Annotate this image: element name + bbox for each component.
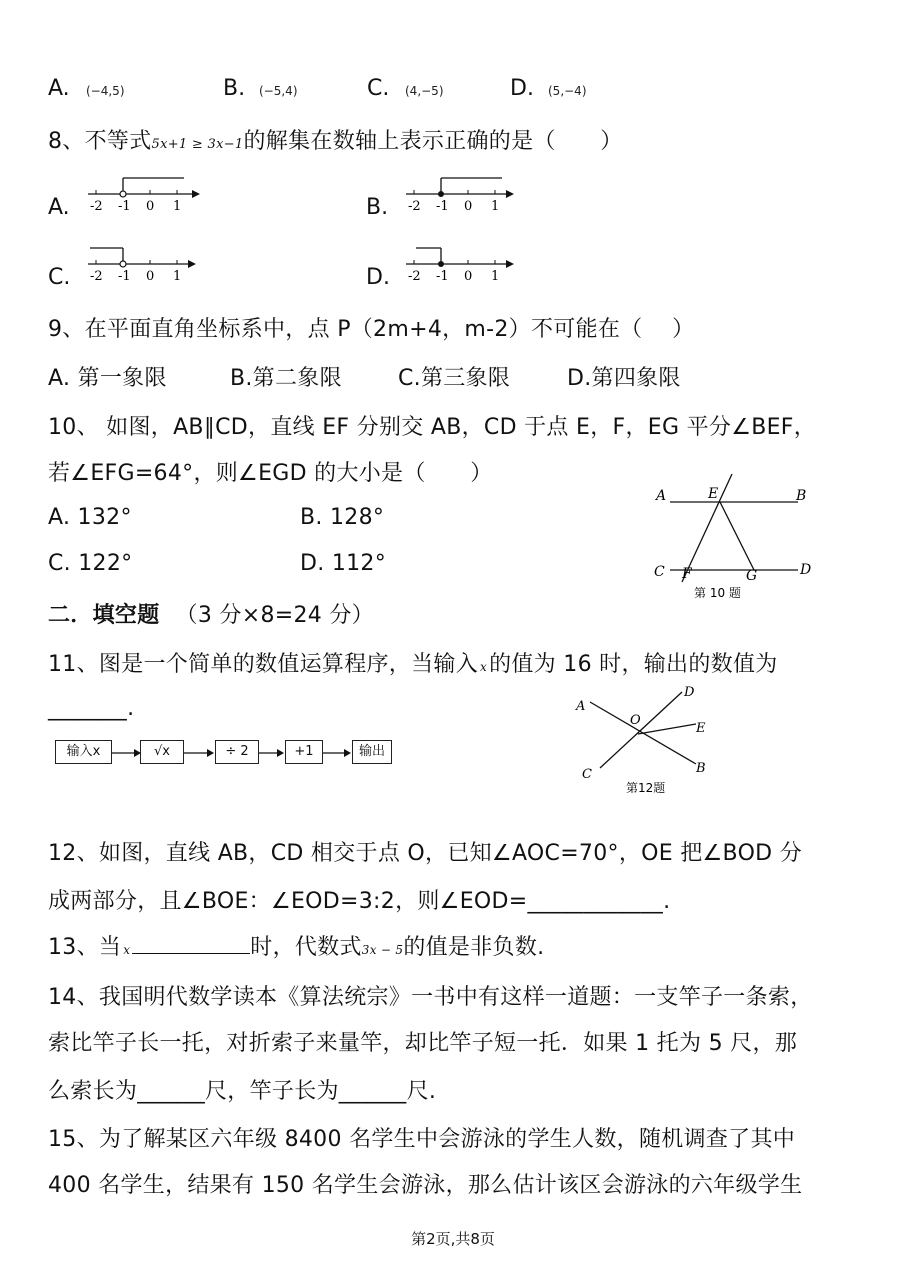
q8-option-b-letter: B. [366,195,389,220]
q10-label-f: F [682,566,692,582]
q10-option-b: B. 128° [300,505,385,530]
q8-a-tick-1: 1 [173,199,182,214]
q8-d-tick-0: 0 [464,269,473,284]
q12-label-b: B [696,761,706,776]
q8-d-tick-m2: -2 [408,269,421,284]
q13-line [48,930,544,961]
q10-label-a: A [656,488,667,504]
q12-label-o: O [630,713,641,728]
q10-label-b: B [796,488,807,504]
q7-options [48,76,668,106]
q7-option-a-value: (−4,5) [86,84,125,98]
q8-option-c-letter: C. [48,265,71,290]
q8-suffix: 的解集在数轴上表示正确的是（ ） [243,129,623,154]
q8-a-tick-0: 0 [146,199,155,214]
q11-var: x [480,660,488,674]
flow-arrows [110,740,360,766]
q8-d-tick-1: 1 [491,269,500,284]
q8-b-tick-0: 0 [464,199,473,214]
q12-label-a: A [576,699,586,714]
q11-line2: _______. [48,696,135,721]
q10-label-d: D [800,562,812,578]
q8-prefix: 8、不等式 [48,129,152,154]
q9-option-a: A. 第一象限 [48,366,167,391]
q10-caption: 第 10 题 [694,586,741,600]
q15-line1: 15、为了解某区六年级 8400 名学生中会游泳的学生人数，随机调查了其中 [48,1127,796,1152]
q11-line1 [48,647,778,678]
q8-c-tick-1: 1 [173,269,182,284]
q13-suffix: 的值是非负数. [403,935,545,960]
flow-box-plus: +1 [285,740,323,764]
section2-title: 二．填空题 [48,603,160,628]
q12-label-d: D [684,685,695,700]
q7-option-b-value: (−5,4) [259,84,298,98]
q7-option-d-value: (5,−4) [548,84,587,98]
q8-option-b-numberline [402,170,522,216]
q8-formula: 5x+1 ≥ 3x−1 [151,137,244,152]
q9-question: 9、在平面直角坐标系中，点 P（2m+4，m-2）不可能在（ ） [48,317,695,342]
flow-box-sqrt: √x [140,740,184,764]
q14-line2: 索比竿子长一托，对折索子来量竿，却比竿子短一托．如果 1 托为 5 尺，那 [48,1031,798,1056]
q12-line2: 成两部分，且∠BOE：∠EOD=3:2，则∠EOD=____________. [48,889,671,914]
q8-option-c-numberline [84,240,204,286]
q8-option-a-letter: A. [48,195,70,220]
q10-label-e: E [708,486,719,502]
section2-heading [48,598,374,629]
q7-option-b-letter: B. [223,76,246,101]
flow-box-output: 输出 [352,740,392,764]
q8-b-tick-m1: -1 [436,199,449,214]
q14-line3: 么索长为______尺，竿子长为______尺. [48,1079,437,1104]
q10-label-c: C [654,564,665,580]
q13-mid: 时，代数式 [250,935,362,960]
q8-c-tick-m1: -1 [118,269,131,284]
q8-b-tick-1: 1 [491,199,500,214]
q9-option-c: C.第三象限 [398,366,511,391]
q7-option-a-letter: A. [48,76,70,101]
flow-box-divide: ÷ 2 [215,740,259,764]
q7-option-c-letter: C. [367,76,390,101]
q8-question [48,124,623,155]
q15-line2: 400 名学生，结果有 150 名学生会游泳，那么估计该区会游泳的六年级学生 [48,1173,803,1198]
q13-prefix: 13、当 [48,935,122,960]
q10-line1: 10、 如图，AB∥CD，直线 EF 分别交 AB，CD 于点 E，F，EG 平分∠BEF， [48,415,817,440]
q10-option-c: C. 122° [48,551,133,576]
section2-score: （3 分×8=24 分） [175,603,374,628]
q10-line2: 若∠EFG=64°，则∠EGD 的大小是（ ） [48,461,493,486]
q8-b-tick-m2: -2 [408,199,421,214]
q8-c-tick-0: 0 [146,269,155,284]
q7-option-c-value: (4,−5) [405,84,444,98]
page-footer: 第2页,共8页 [411,1230,495,1248]
q8-c-tick-m2: -2 [90,269,103,284]
q12-label-e: E [696,721,706,736]
flow-box-input: 输入x [55,740,112,764]
q9-option-d: D.第四象限 [567,366,681,391]
q8-option-a-numberline [84,170,204,216]
q10-option-a: A. 132° [48,505,132,530]
q13-blank[interactable] [132,933,250,954]
q8-a-tick-m2: -2 [90,199,103,214]
q8-a-tick-m1: -1 [118,199,131,214]
q10-label-g: G [746,568,758,584]
q12-figure [566,682,726,797]
q8-d-tick-m1: -1 [436,269,449,284]
q14-line1: 14、我国明代数学读本《算法统宗》一书中有这样一道题：一支竿子一条索， [48,985,813,1010]
q12-label-c: C [582,767,592,782]
q11-line1a: 11、图是一个简单的数值运算程序，当输入 [48,652,478,677]
q12-caption: 第12题 [626,781,666,795]
q8-option-d-letter: D. [366,265,390,290]
q8-option-d-numberline [402,240,522,286]
q10-figure [648,470,828,604]
q9-option-b: B.第二象限 [230,366,342,391]
q12-line1: 12、如图，直线 AB，CD 相交于点 O，已知∠AOC=70°，OE 把∠BOD 分 [48,841,803,866]
q13-var: x [123,943,131,957]
q7-option-d-letter: D. [510,76,534,101]
q11-line1b: 的值为 16 时，输出的数值为 [489,652,778,677]
q13-formula: 3x − 5 [361,943,404,957]
q10-option-d: D. 112° [300,551,387,576]
